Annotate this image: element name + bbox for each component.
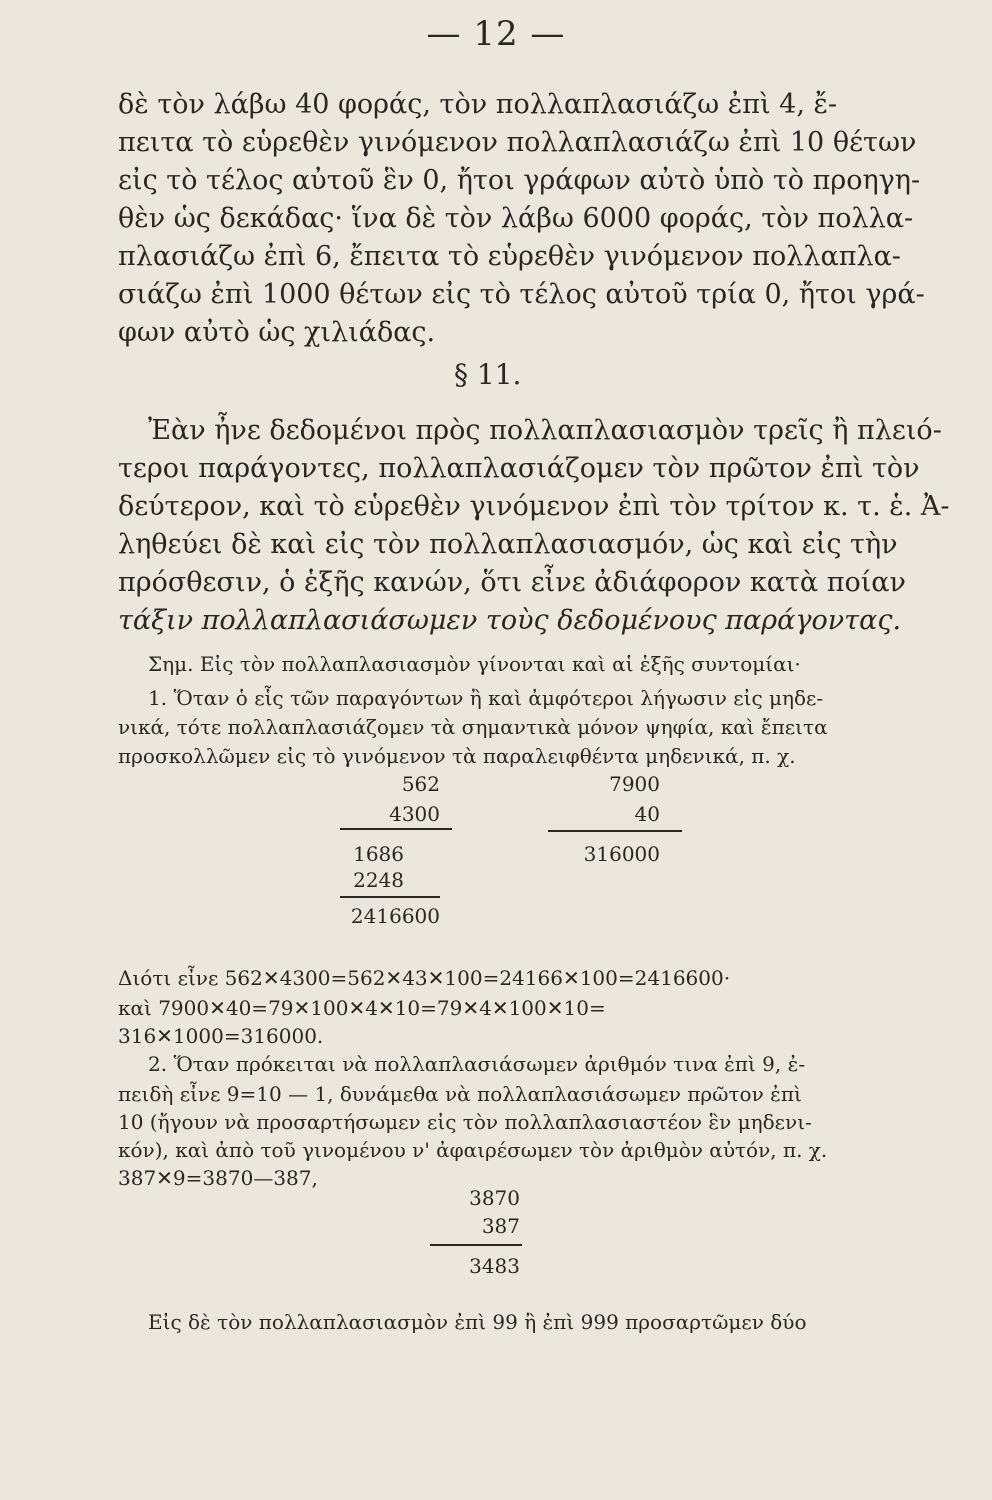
para1-line2: πειτα τὸ εὑρεθὲν γινόμενον πολλαπλασιάζω ἐπὶ 10 θέτων [118,127,917,158]
para3-line3: 10 (ἤγουν νὰ προσαρτήσωμεν εἰς τὸν πολλαπλασιαστέον ἓν μηδενι- [118,1110,812,1134]
last-line: Εἰς δὲ τὸν πολλαπλασιασμὸν ἐπὶ 99 ἢ ἐπὶ 999 προσαρτῶμεν δύο [148,1310,807,1334]
note-line4: προσκολλῶμεν εἰς τὸ γινόμενον τὰ παραλειφθέντα μηδενικά, π. χ. [118,744,796,768]
proof-line3: 316✕1000=316000. [118,1024,324,1048]
para3-line2: πειδὴ εἶνε 9=10 — 1, δυνάμεθα νὰ πολλαπλασιάσωμεν πρῶτον ἐπὶ [118,1082,802,1106]
calc1-partial2: 2248 [353,868,404,892]
para2-line3: δεύτερον, καὶ τὸ εὑρεθὲν γινόμενον ἐπὶ τὸν τρίτον κ. τ. ἑ. Ἀ- [118,491,950,522]
para3-line1: 2. Ὅταν πρόκειται νὰ πολλαπλασιάσωμεν ἀριθμόν τινα ἐπὶ 9, ἐ- [148,1052,806,1076]
para2-line6: τάξιν πολλαπλασιάσωμεν τοὺς δεδομένους παράγοντας. [118,605,902,636]
calc3-minuend: 3870 [469,1186,520,1210]
calc3-rule [430,1244,522,1246]
calc2-multiplier: 40 [634,802,660,826]
para1-line1: δὲ τὸν λάβω 40 φοράς, τὸν πολλαπλασιάζω ἐπὶ 4, ἔ- [118,89,838,120]
calc1-multiplicand: 562 [401,772,440,796]
para2-line2: τεροι παράγοντες, πολλαπλασιάζομεν τὸν πρῶτον ἐπὶ τὸν [118,453,920,484]
calc1-partial1: 1686 [353,842,404,866]
para1-line4: θὲν ὡς δεκάδας· ἵνα δὲ τὸν λάβω 6000 φοράς, τὸν πολλα- [118,203,914,234]
calc3-subtrahend: 387 [481,1214,520,1238]
calc3-result: 3483 [469,1254,520,1278]
note-line3: νικά, τότε πολλαπλασιάζομεν τὰ σημαντικὰ μόνον ψηφία, καὶ ἔπειτα [118,715,828,739]
para2-line4: ληθεύει δὲ καὶ εἰς τὸν πολλαπλασιασμόν, ὡς καὶ εἰς τὴν [118,529,898,560]
page-number: — 12 — [426,14,566,54]
calc2-result: 316000 [583,842,660,866]
calc1-result: 2416600 [350,904,440,928]
section-heading: § 11. [454,358,522,391]
calc1-rule1 [340,828,452,830]
para1-line7: φων αὐτὸ ὡς χιλιάδας. [118,317,436,348]
note-line2: 1. Ὅταν ὁ εἷς τῶν παραγόντων ἢ καὶ ἀμφότεροι λήγωσιν εἰς μηδε- [148,686,824,710]
para1-line5: πλασιάζω ἐπὶ 6, ἔπειτα τὸ εὑρεθὲν γινόμενον πολλαπλα- [118,241,901,272]
calc2-multiplicand: 7900 [609,772,660,796]
para2-line1: Ἐὰν ἦνε δεδομένοι πρὸς πολλαπλασιασμὸν τρεῖς ἢ πλειό- [148,415,942,446]
calc1-rule2 [340,896,440,898]
para3-line5: 387✕9=3870—387, [118,1166,318,1190]
proof-line1: Διότι εἶνε 562✕4300=562✕43✕100=24166✕100=2416600· [118,966,731,990]
calc2-rule [548,830,682,832]
para1-line3: εἰς τὸ τέλος αὐτοῦ ἓν 0, ἤτοι γράφων αὐτὸ ὑπὸ τὸ προηγη- [118,165,921,196]
calc1-multiplier: 4300 [389,802,440,826]
para3-line4: κόν), καὶ ἀπὸ τοῦ γινομένου ν' ἀφαιρέσωμεν τὸν ἀριθμὸν αὐτόν, π. χ. [118,1138,828,1162]
para2-line5: πρόσθεσιν, ὁ ἑξῆς κανών, ὅτι εἶνε ἀδιάφορον κατὰ ποίαν [118,567,906,598]
note-line1: Σημ. Εἰς τὸν πολλαπλασιασμὸν γίνονται καὶ αἱ ἑξῆς συντομίαι· [148,652,801,676]
para1-line6: σιάζω ἐπὶ 1000 θέτων εἰς τὸ τέλος αὐτοῦ τρία 0, ἤτοι γρά- [118,279,925,310]
proof-line2: καὶ 7900✕40=79✕100✕4✕10=79✕4✕100✕10= [118,996,606,1020]
